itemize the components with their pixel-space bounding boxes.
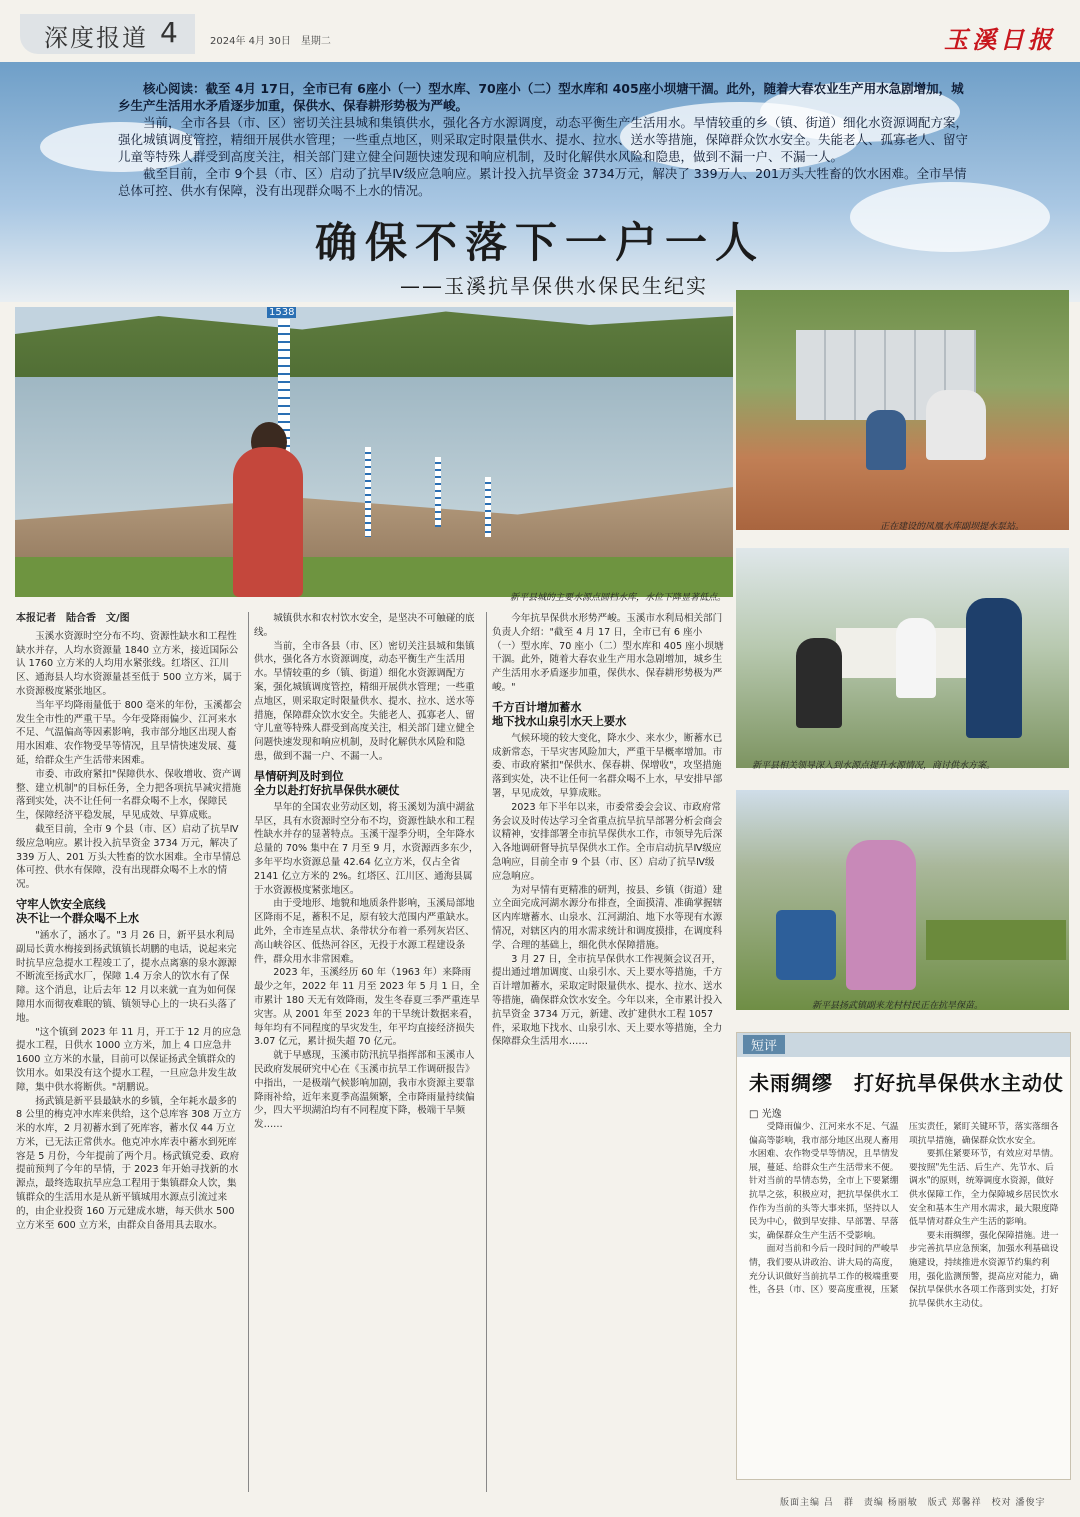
- paragraph: "涵水了，涵水了。"3 月 26 日，新平县水利局副局长黄水梅接到扬武镇镇长胡鹏的电话，说起来完时抗旱应急提水工程竣工了，提水点离寨的泉水源源不断流至扬武水厂，保障 1.4 万余人的饮水有了保障。这个消息，让后去年 12 月以来就一直为如何保障用水而彻夜难眠的镇、镇领导心上的一块石头落了地。: [16, 929, 237, 1024]
- person-figure: [233, 447, 303, 597]
- editor-credits: 版面主编 吕 群 责编 杨丽敏 版式 郑馨祥 校对 潘俊宇: [780, 1498, 1046, 1508]
- paragraph: 当年平均降雨量低于 800 毫米的年份，玉溪都会发生全市性的严重干旱。今年受降雨偏少、江河来水不足、气温偏高等因素影响，我市部分地区出现人畜用水困难、农作物受旱等情况，且旱情快速发展、蔓延，给群众生产生活带来困难。: [16, 699, 242, 766]
- subhead-a: 守牢人饮安全底线 决不让一个群众喝不上水: [16, 897, 140, 925]
- section-tab: [20, 14, 195, 54]
- photo-pump-station: [736, 290, 1069, 530]
- editorial-author-name: 光逸: [761, 1109, 782, 1120]
- paragraph: 要抓住紧要环节，有效应对旱情。要按照"先生活、后生产、先节水、后调水"的原则，统筹调度水资源，做好供水保障工作，全力保障城乡居民饮水安全和基本生产用水需求，最大限度降低旱情对群众生产生活的影响。: [909, 1149, 1059, 1228]
- main-photo: [15, 307, 733, 597]
- article-column-3: [492, 612, 724, 1502]
- subhead-c: 千方百计增加蓄水 地下找水山泉引水天上要水: [492, 700, 627, 728]
- column-rule: [248, 612, 249, 1492]
- masthead: [0, 0, 1080, 62]
- byline: 本报记者 陆合香 文/图: [16, 613, 130, 624]
- subheadline: ——玉溪抗旱保供水保民生纪实: [400, 274, 708, 298]
- paragraph: 扬武镇是新平县最缺水的乡镇，全年耗水最多的 8 公里的梅克冲水库来供给，这个总库容 308 万立方米的水库，2 月初蓄水到了死库容，蓄水仅 44 万立方米，已无法正常供水。他克冲水库表中蓄水到死库容是 5 月份，今年提前了两个月。杨武镇党委、政府提前预判了今年的旱情，于 2023 年开始寻找新的水源点，最终选取抗旱应急工程用于集镇群众人饮，集镇群众的生活用水是从新平镇城用水源点引流过来的，由企业投资 160 万元建成水塘，每天供水 500 立方米至 600 立方米，由群众自备用具去取水。: [16, 1095, 242, 1231]
- paragraph: 就于早感现，玉溪市防汛抗旱指挥部和玉溪市人民政府发展研究中心在《玉溪市抗旱工作调研报告》中指出，一是极端气候影响加剧，我市水资源主要靠降雨补给，近年来夏季高温频繁，全市降雨量持续偏少，四大平坝湖泊均有不同程度下降，极端干旱频发……: [254, 1050, 475, 1131]
- paragraph: 今年抗旱保供水形势严峻。玉溪市水利局相关部门负责人介绍："截至 4 月 17 日，全市已有 6 座小（一）型水库、70 座小（二）型水库和 405 座小坝塘干涸。此外，随着大春农业生产用水急剧增加，城乡生产生活用水矛盾逐步加重，保供水、保春耕形势极为严峻。": [492, 613, 724, 693]
- photo-right2-caption: 新平县相关领导深入到水源点提升水源情况，商讨供水方案。: [752, 761, 996, 771]
- page-number: 4: [160, 16, 178, 49]
- paragraph: 3 月 27 日，全市抗旱保供水工作视频会议召开，提出通过增加调度、山泉引水、天上要水等措施，千方百计增加蓄水，采取定时限量供水、提水、拉水、送水等措施，确保群众饮水安全。今年以来，全市累计投入抗旱资金 3734 万元，新建、改扩建供水工程 1057 件，采取地下找水、山泉引水、天上要水等措施，全力保障群众生活用水……: [492, 953, 723, 1048]
- paragraph: 2023 年下半年以来，市委常委会会议、市政府常务会议及时传达学习全省重点抗旱抗旱部署分析会商会议精神，安排部署全市抗旱保供水工作，市领导先后深入各地调研督导抗旱保供水工作。全市启动抗旱Ⅳ级应急响应，目前全市 9 个县（市、区）启动了抗旱Ⅳ级应急响应。: [492, 801, 723, 882]
- paragraph: 气候环境的较大变化，降水少、来水少，断蓄水已成新常态，干旱灾害风险加大，严重干旱概率增加。市委、市政府紧扣"保供水、保春耕、保增收"，攻坚措施落到实处，决不让任何一名群众喝不上水，早安排早部署，早见成效，早算成账。: [492, 732, 723, 799]
- headline: 确保不落下一户一人: [314, 218, 765, 267]
- column-rule: [486, 612, 487, 1492]
- paragraph: 为对早情有更精准的研判，按县、乡镇（街道）建立全面完成河湖水源分布排查，全面摸清、准确掌握辖区内库塘蓄水、山泉水、江河湖泊、地下水等现有水源情况，对辖区内的用水需求统计和调度摸排，在调度科学、合理的基础上，细化供水保障措施。: [492, 884, 723, 951]
- photo-right1-caption: 正在建设的凤凰水库副坝提水泵站。: [880, 522, 1025, 532]
- paragraph: "这个镇到 2023 年 11 月，开工于 12 月的应急提水工程，日供水 1000 立方米，加上 4 口应急井 1600 立方米的水量，目前可以保证扬武全镇群众的饮用水。如果没有这个提水工程，一旦应急井发生故障，集中供水将断供。"胡鹏说。: [16, 1026, 242, 1093]
- summary-p1: 核心阅读：截至 4月 17日，全市已有 6座小（一）型水库、70座小（二）型水库和 405座小坝塘干涸。此外，随着大春农业生产用水急剧增加，城乡生产生活用水矛盾逐步加重，保供水、保春耕形势极为严峻。: [118, 81, 964, 113]
- paragraph: 2023 年，玉溪经历 60 年（1963 年）来降雨最少之年，2022 年 11 月至 2023 年 5 月 1 日，全市累计 180 天无有效降雨，发生冬春夏三季严重连旱灾害。从 2001 年至 2023 年的干旱统计数据来看，每年均有不同程度的旱灾发生，年平均直接经济损失 3.07 亿元，累计损失超 70 亿元。: [254, 967, 480, 1048]
- paragraph: 玉溪水资源时空分布不均、资源性缺水和工程性缺水并存，人均水资源量 1840 立方米，接近国际公认 1760 立方米的人均用水紧张线。红塔区、江川区、通海县人均水资源量甚至低于 500 立方米，属于水资源极度紧张地区。: [16, 630, 242, 697]
- paper-logo: 玉溪日报: [944, 25, 1056, 54]
- issue-date: 2024年 4月 30日 星期二: [210, 36, 331, 47]
- paragraph: 由于受地形、地貌和地质条件影响，玉溪局部地区降雨不足，蓄积不足，原有较大范围内严重缺水。此外，全市连星点状、条带状分布着一系列灰岩区、高山峡谷区、低热河谷区，无投于水源工程建设条件，群众用水非常困难。: [254, 898, 475, 965]
- photo-meeting: [736, 548, 1069, 768]
- section-name: 深度报道: [44, 24, 148, 52]
- summary-box: [118, 80, 968, 199]
- paragraph: 面对当前和今后一段时间的严峻旱情，我们要从讲政治、讲大局的高度，充分认识做好当前抗旱工作的极端重要性，各县（市、区）要高度重视，压紧压实责任，紧盯关键环节，落实落细各项抗旱措施，确保群众饮水安全。: [749, 1122, 1059, 1296]
- photo-farmer: [736, 790, 1069, 1010]
- article-column-2: [254, 612, 480, 1502]
- editorial-title: 未雨绸缪 打好抗旱保供水主动仗: [749, 1071, 1064, 1095]
- paragraph: 市委、市政府紧扣"保障供水、保收增收、资产调整、建立机制"的目标任务，全力把各项抗旱减灾措施落到实处，决不让任何一名群众喝不上水，保障民生，保障经济平稳发展，早见成效、早算成账。: [16, 768, 242, 822]
- subhead-b: 旱情研判及时到位 全力以赴打好抗旱保供水硬仗: [254, 769, 400, 797]
- paragraph: 旱年的全国农业劳动区划，将玉溪划为滇中湖盆旱区，具有水资源时空分布不均，资源性缺水和工程性缺水并存的显著特点。玉溪干湿季分明，全年降水总量的 70% 集中在 7 月至 9 月，水资源西多东少，多年平均水资源总量 42.64 亿立方米，仅占全省 2141 亿立方米的 2%。红塔区、江川区、通海县属于水资源极度紧张地区。: [254, 801, 479, 896]
- editorial-tag-bar: [737, 1033, 1070, 1057]
- paragraph: 当前，全市各县（市、区）密切关注县城和集镇供水，强化各方水资源调度，动态平衡生产生活用水。旱情较重的乡（镇、街道）细化水资源调配方案，强化城镇调度管控，精细开展供水管理；一些重点地区，则采取定时限量供水、提水、拉水、送水等措施，保障群众饮水安全。失能老人、孤寡老人、留守儿童等特殊人群受到高度关注，相关部门建立健全问题快速发现和响应机制，及时化解供水风险和隐患，做到不漏一户、不漏一人。: [254, 640, 475, 762]
- editorial-tag: 短评: [743, 1035, 785, 1054]
- gauge-label: 1538: [269, 307, 295, 318]
- summary-p2: 当前，全市各县（市、区）密切关注县城和集镇供水，强化各方水源调度，动态平衡生产生活用水。旱情较重的乡（镇、街道）细化水资源调配方案，强化城镇调度管控，精细开展供水管理；一些重点地区，则采取定时限量供水、提水、拉水、送水等措施，保障群众饮水安全。失能老人、孤寡老人、留守儿童等特殊人群受到高度关注，相关部门建立健全问题快速发现和响应机制，及时化解供水风险和隐患，做到不漏一户、不漏一人。: [118, 115, 969, 164]
- article-column-1: [16, 612, 242, 1502]
- editorial-box: [736, 1032, 1071, 1480]
- photo-right3-caption: 新平县扬武镇副来龙村村民正在抗旱保苗。: [812, 1001, 984, 1011]
- paragraph: 受降雨偏少、江河来水不足、气温偏高等影响，我市部分地区出现人畜用水困难、农作物受旱等情况，且旱情发展，蔓延、给群众生产生活带来不便。针对当前的旱情态势，全市上下要紧绷抗旱之弦，积极应对，把抗旱保供水工作作为当前的头等大事来抓，坚持以人民为中心，做到早安排、早部署、早落实，确保群众生产生活不受影响。: [749, 1122, 899, 1241]
- editorial-author: □ 光逸: [749, 1109, 782, 1120]
- editorial-body: [749, 1121, 1059, 1473]
- main-photo-caption: 新平县城的主要水源点圆档水库，水位下降显著低点。: [510, 593, 727, 602]
- summary-p3: 截至目前，全市 9个县（市、区）启动了抗旱Ⅳ级应急响应。累计投入抗旱资金 3734万元，解决了 339万人、201万头大牲畜的饮水困难。全市旱情总体可控、供水有保障，没有出现群众喝不上水的情况。: [118, 166, 967, 198]
- paragraph: 截至目前，全市 9 个县（市、区）启动了抗旱Ⅳ级应急响应。累计投入抗旱资金 3734 万元，解决了 339 万人、201 万头大牲畜的饮水困难。全市旱情总体可控、供水有保障，没有出现群众喝不上水的情况。: [16, 823, 242, 891]
- paragraph: 城镇供水和农村饮水安全，是坚决不可触碰的底线。: [254, 613, 475, 638]
- paragraph: 要未雨绸缪，强化保障措施。进一步完善抗旱应急预案，加强水利基础设施建设，持续推进水资源节约集约利用，强化监测预警，提高应对能力，确保抗旱保供水各项工作落到实处，打好抗旱保供水主动仗。: [909, 1230, 1059, 1309]
